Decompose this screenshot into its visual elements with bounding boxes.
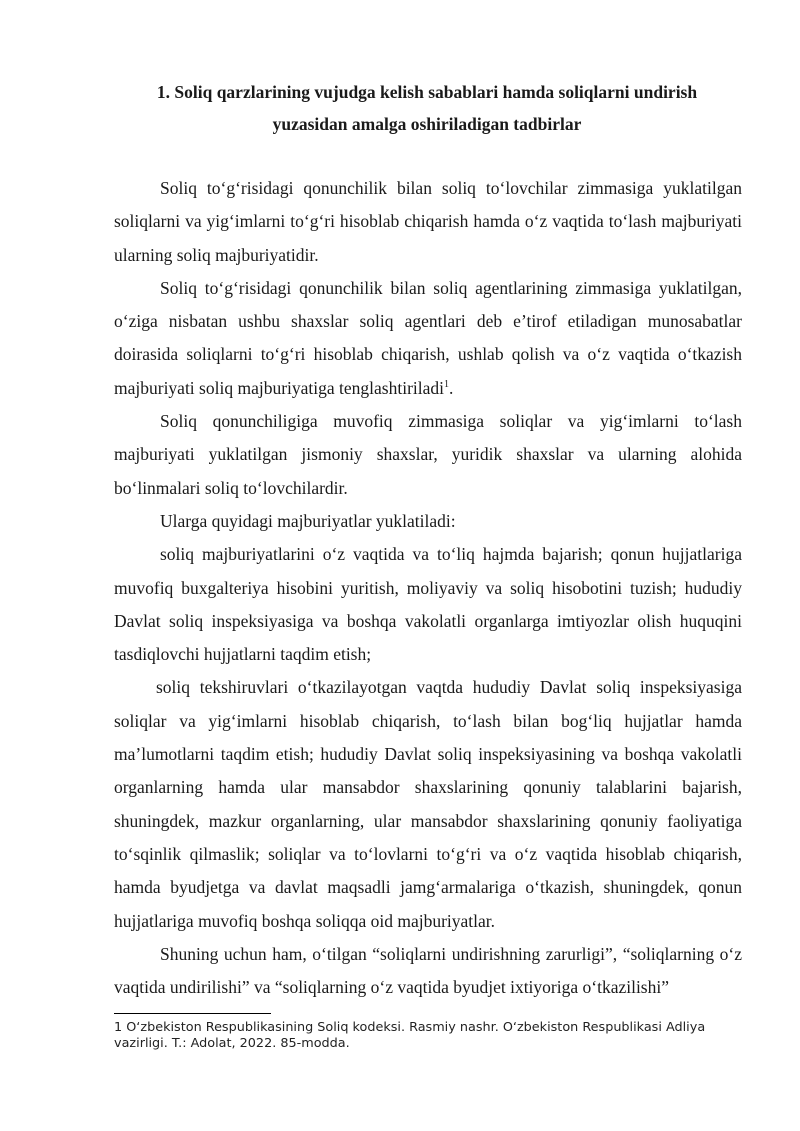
paragraph-1: Soliq to‘g‘risidagi qonunchilik bilan soliq to‘lovchilar zimmasiga yuklatilgan soliqlarni va yig‘imlarni to‘g‘ri hisoblab chiqarish hamda o‘z vaqtida to‘lash majburiyati ularning soliq majburiyatidir. [114, 178, 742, 265]
paragraph-7: Shuning uchun ham, o‘tilgan “soliqlarni undirishning zarurligi”, “soliqlarning o‘z vaqtida undirilishi” va “soliqlarning o‘z vaqtida byudjet ixtiyoriga o‘tkazilishi” [114, 943, 742, 998]
paragraph-6: soliq tekshiruvlari o‘tkazilayotgan vaqtda hududiy Davlat soliq inspeksiyasiga soliqlar va yig‘imlarni hisoblab chiqarish, to‘lash bilan bog‘liq hujjatlar hamda ma’lumotlarni taqdim etish; hududiy Davlat soliq inspeksiyasining va boshqa vakolatli organlarning hamda ular mansabdor shaxslarining qonuniy talablarini bajarish, shuningdek, mazkur organlarning, ular mansabdor shaxslarining qonuniy faoliyatiga to‘sqinlik qilmaslik; soliqlar va to‘lovlarni to‘g‘ri va o‘z vaqtida hisoblab chiqarish, hamda byudjetga va davlat maqsadli jamg‘armalariga o‘tkazish, shuningdek, qonun hujjatlariga muvofiq boshqa soliqqa oid majburiyatlar. [114, 677, 742, 931]
paragraph-2-end: . [449, 377, 454, 398]
footnote-number: 1 [114, 1020, 123, 1035]
section-heading-line-1: 1. Soliq qarzlarining vujudga kelish sabablari hamda soliqlarni undirish [156, 82, 698, 102]
footnote [114, 1020, 742, 1052]
section-heading-line-2: yuzasidan amalga oshiriladigan tadbirlar [272, 114, 582, 134]
paragraph-2 [114, 272, 742, 405]
paragraph-4: Ularga quyidagi majburiyatlar yuklatiladi: [160, 510, 456, 531]
footnote-text: O‘zbekiston Respublikasining Soliq kodeksi. Rasmiy nashr. O‘zbekiston Respublikasi Adliya vazirligi. T.: Adolat, 2022. 85-modda. [114, 1020, 706, 1051]
section-heading [112, 76, 742, 140]
body-text [114, 172, 742, 1004]
paragraph-2-text: Soliq to‘g‘risidagi qonunchilik bilan soliq agentlarining zimmasiga yuklatilgan, o‘ziga nisbatan ushbu shaxslar soliq agentlari deb e’tirof etiladigan munosabatlar doirasida soliqlarni to‘g‘ri hisoblab chiqarish, ushlab qolish va o‘z vaqtida o‘tkazish majburiyati soliq majburiyatiga tenglashtiriladi [114, 277, 742, 398]
paragraph-5: soliq majburiyatlarini o‘z vaqtida va to‘liq hajmda bajarish; qonun hujjatlariga muvofiq buxgalteriya hisobini yuritish, moliyaviy va soliq hisobotini tuzish; hududiy Davlat soliq inspeksiyasiga va boshqa vakolatli organlarga imtiyozlar olish huquqini tasdiqlovchi hujjatlarni taqdim etish; [114, 544, 742, 665]
footnote-separator [114, 1013, 271, 1014]
footnote-reference[interactable]: 1 [444, 378, 449, 390]
paragraph-3: Soliq qonunchiligiga muvofiq zimmasiga soliqlar va yig‘imlarni to‘lash majburiyati yuklatilgan jismoniy shaxslar, yuridik shaxslar va ularning alohida bo‘linmalari soliq to‘lovchilardir. [114, 411, 742, 498]
